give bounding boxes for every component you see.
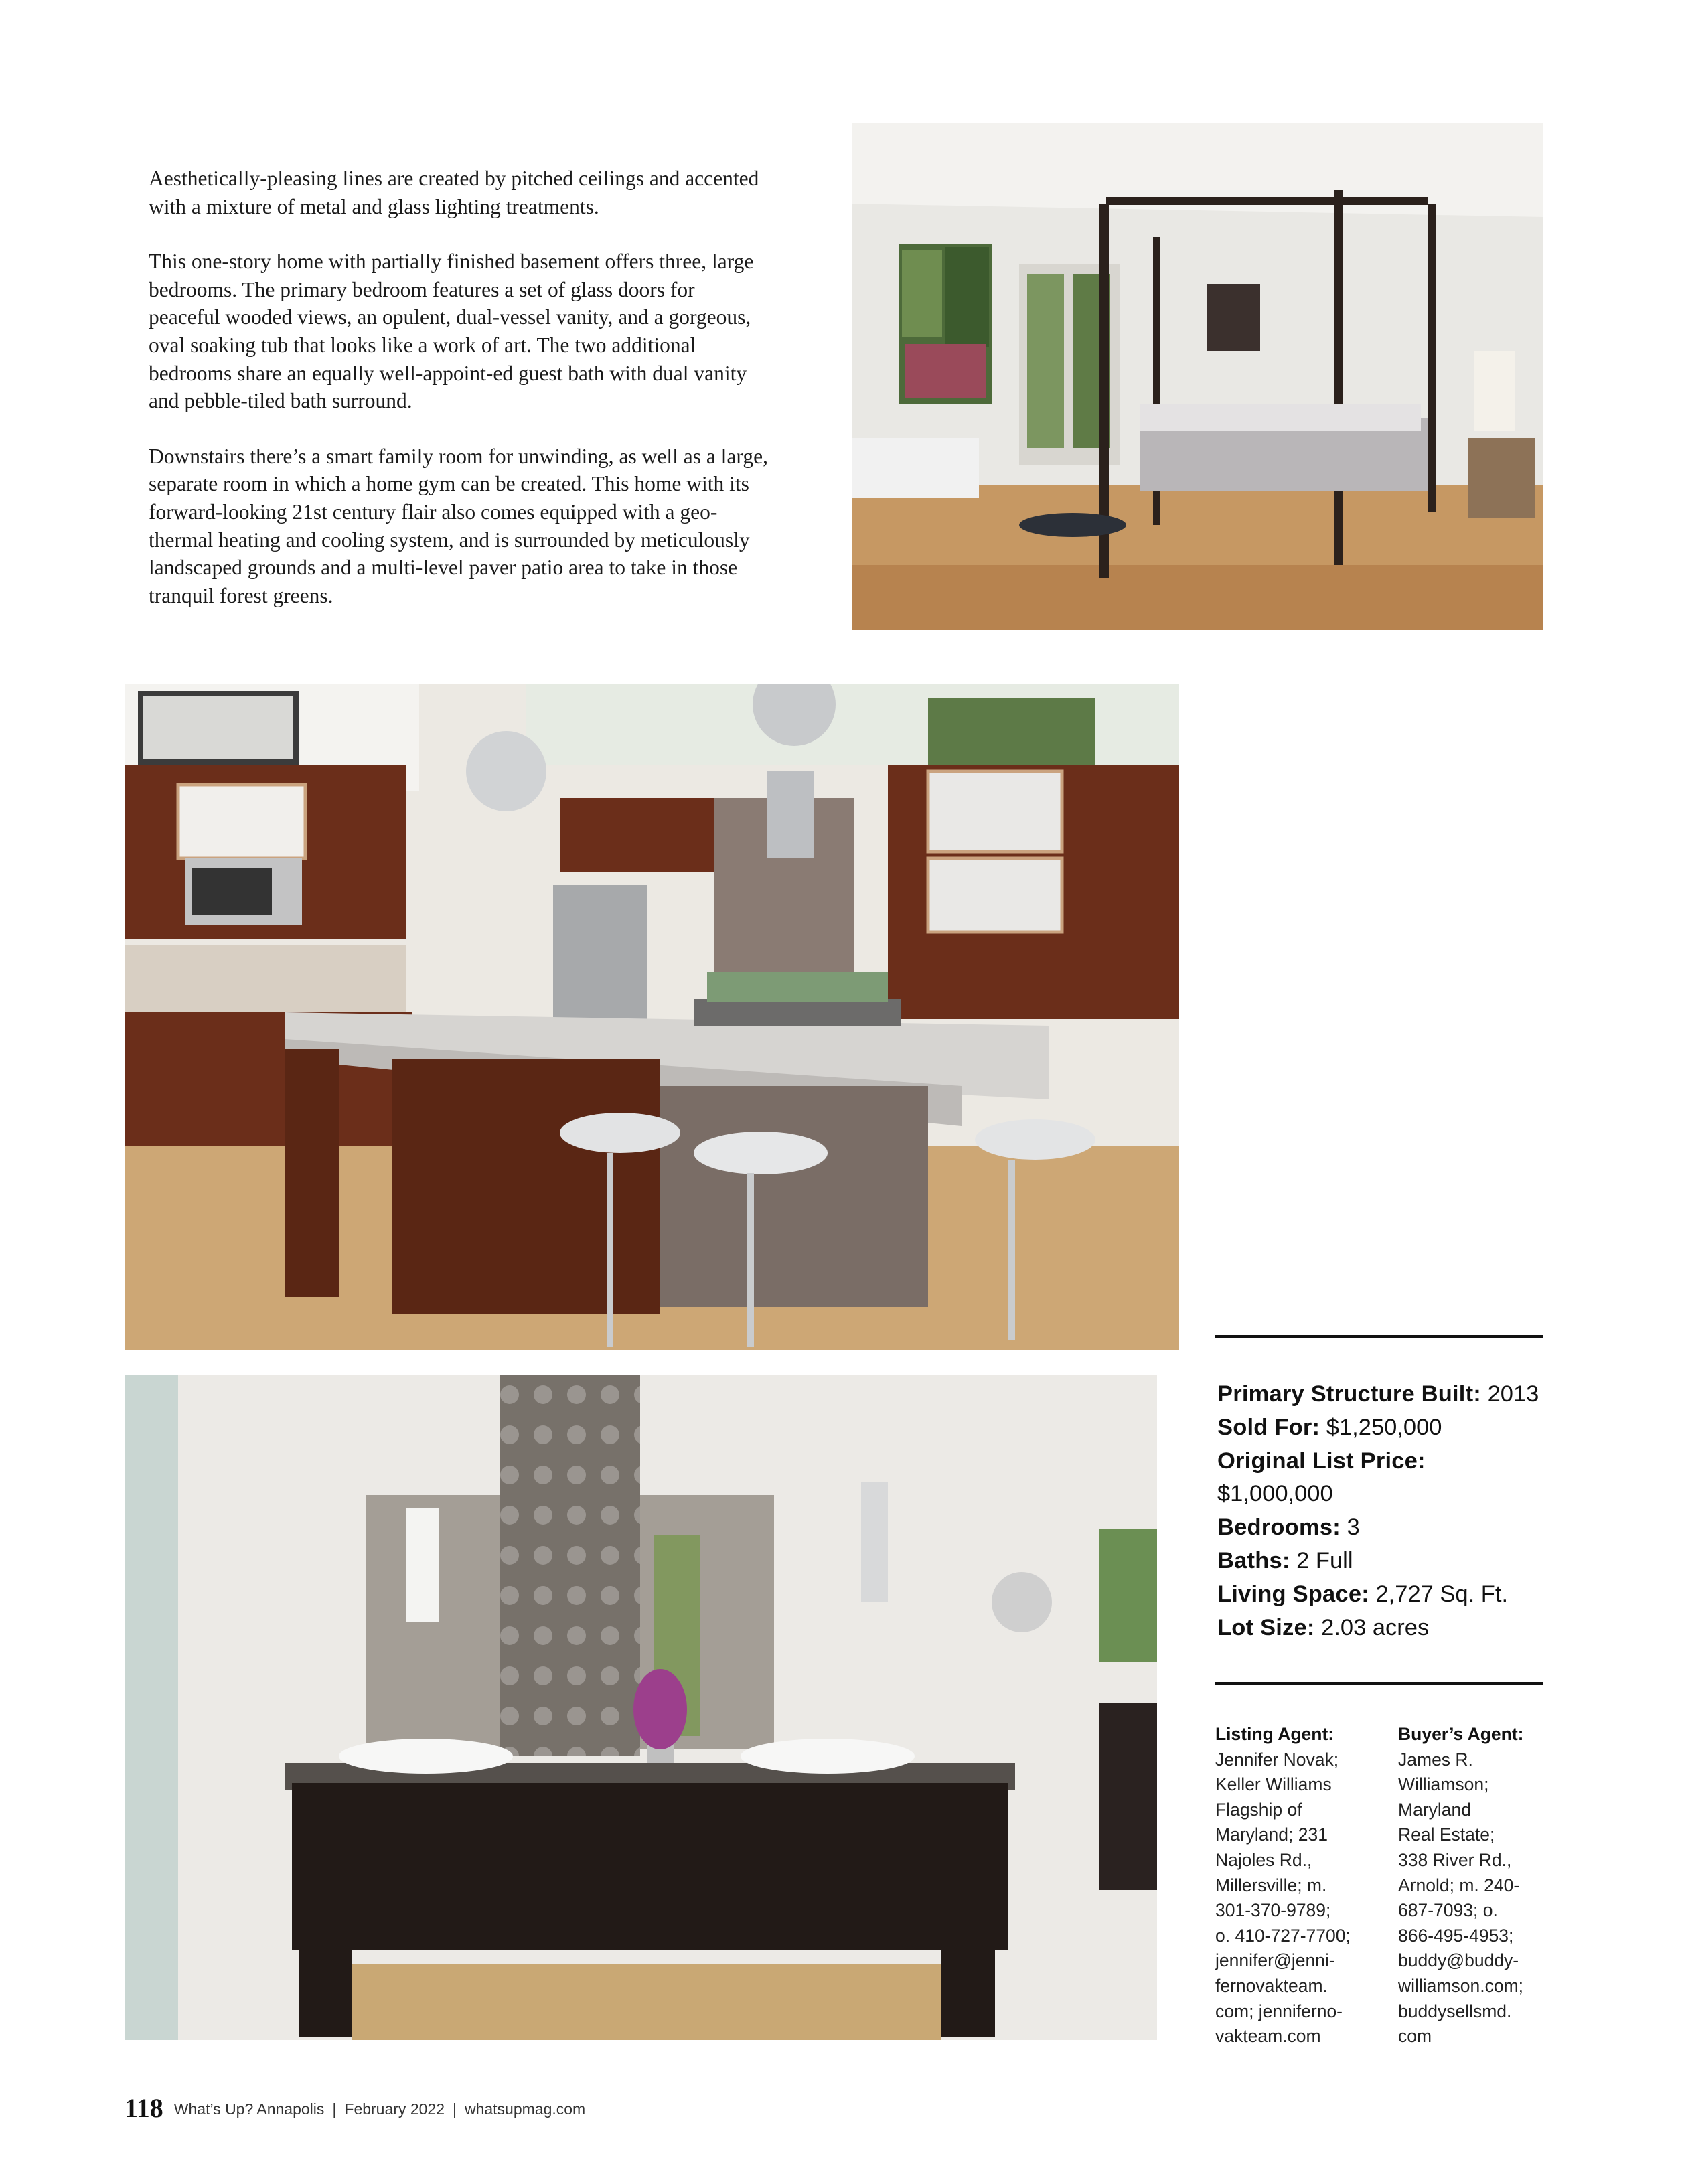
facts-bottom-rule — [1215, 1682, 1543, 1685]
article-paragraph: This one-story home with partially finished basement offers three, large bedrooms. The primary bedroom features a set of glass doors for peaceful wooded views, an opulent, dual-vessel vanity, and a gorgeous, oval soaking tub that looks like a work of art. The two additional bedrooms share an equally well-appoint-ed guest bath with dual vanity and pebble-tiled bath surround. — [149, 250, 754, 413]
buyer-agent — [1398, 1722, 1565, 2049]
buyer-agent-title: Buyer’s Agent: — [1398, 1724, 1524, 1744]
website: whatsupmag.com — [464, 2100, 586, 2118]
fact-label: Lot Size: — [1217, 1614, 1315, 1640]
fact-label: Original List Price: — [1217, 1448, 1426, 1474]
kitchen-photo — [125, 684, 1179, 1350]
fact-label: Bedrooms: — [1217, 1514, 1341, 1541]
fact-value: 2,727 Sq. Ft. — [1375, 1581, 1509, 1607]
listing-agent — [1215, 1722, 1383, 2049]
fact-lot-size — [1217, 1612, 1545, 1645]
bedroom-photo — [852, 123, 1543, 630]
fact-built — [1217, 1378, 1545, 1411]
buyer-agent-details: James R. Williamson; Maryland Real Estate; 338 River Rd., Arnold; m. 240- 687-7093; o. 866-495-4953; buddy@buddy- williamson.com; buddysellsmd. com — [1398, 1749, 1524, 2047]
fact-label: Sold For: — [1217, 1414, 1320, 1440]
page-number: 118 — [125, 2093, 163, 2123]
fact-value: 2.03 acres — [1321, 1614, 1430, 1640]
fact-value: 2013 — [1487, 1381, 1539, 1407]
fact-list-price-value — [1217, 1478, 1545, 1511]
fact-list-price — [1217, 1445, 1545, 1478]
fact-label: Baths: — [1217, 1547, 1290, 1573]
fact-value: 3 — [1347, 1514, 1360, 1541]
bathroom-photo — [125, 1375, 1157, 2040]
fact-value: $1,000,000 — [1217, 1481, 1333, 1507]
article-body — [149, 165, 771, 637]
fact-label: Primary Structure Built: — [1217, 1381, 1481, 1407]
page-footer — [125, 2092, 585, 2124]
fact-bedrooms — [1217, 1511, 1545, 1545]
publication-name: What’s Up? Annapolis — [173, 2100, 325, 2118]
property-facts — [1217, 1378, 1545, 1644]
fact-sold — [1217, 1411, 1545, 1445]
fact-living-space — [1217, 1578, 1545, 1612]
footer-separator: | — [452, 2100, 457, 2118]
article-paragraph: Aesthetically-pleasing lines are created by pitched ceilings and accented with a mixture of metal and glass lighting treatments. — [149, 167, 759, 218]
fact-label: Living Space: — [1217, 1581, 1369, 1607]
article-paragraph: Downstairs there’s a smart family room for unwinding, as well as a large, separate room in which a home gym can be created. This home with its forward-looking 21st century flair also comes equipped with a geo-thermal heating and cooling system, and is surrounded by meticulously landscaped grounds and a multi-level paver patio area to take in those tranquil forest greens. — [149, 444, 768, 607]
listing-agent-title: Listing Agent: — [1215, 1724, 1334, 1744]
facts-top-rule — [1215, 1335, 1543, 1338]
fact-value: 2 Full — [1296, 1547, 1353, 1573]
footer-separator: | — [332, 2100, 337, 2118]
listing-agent-details: Jennifer Novak; Keller Williams Flagship of Maryland; 231 Najoles Rd., Millersville; m. 301-370-9789; o. 410-727-7700; jennifer@jenni- fernovakteam. com; jenniferno- vakteam.com — [1215, 1749, 1351, 2047]
issue-date: February 2022 — [344, 2100, 445, 2118]
fact-baths — [1217, 1545, 1545, 1578]
fact-value: $1,250,000 — [1326, 1414, 1442, 1440]
